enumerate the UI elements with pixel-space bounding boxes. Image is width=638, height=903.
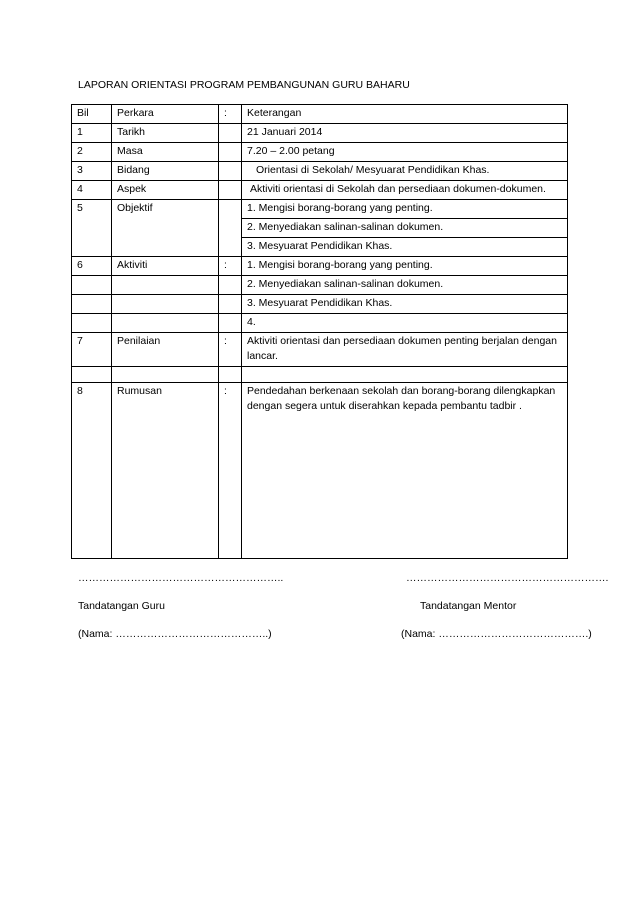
guru-signature-label: Tandatangan Guru xyxy=(78,600,165,612)
cell-bil: 6 xyxy=(72,257,112,276)
cell-perkara: Bidang xyxy=(112,162,219,181)
header-colon: : xyxy=(219,105,242,124)
table-row xyxy=(72,181,568,200)
table-row-blank xyxy=(72,367,568,383)
cell-empty xyxy=(72,314,112,333)
cell-empty xyxy=(112,314,219,333)
cell-keterangan: Orientasi di Sekolah/ Mesyuarat Pendidikan Khas. xyxy=(242,162,568,181)
cell-bil: 8 xyxy=(72,383,112,559)
document-title: LAPORAN ORIENTASI PROGRAM PEMBANGUNAN GURU BAHARU xyxy=(78,79,410,91)
cell-colon xyxy=(219,143,242,162)
cell-colon xyxy=(219,124,242,143)
cell-bil: 4 xyxy=(72,181,112,200)
cell-perkara: Aktiviti xyxy=(112,257,219,276)
table-row xyxy=(72,314,568,333)
cell-colon: : xyxy=(219,333,242,367)
cell-bil: 5 xyxy=(72,200,112,219)
cell-keterangan: Aktiviti orientasi dan persediaan dokumen penting berjalan dengan lancar. xyxy=(242,333,568,367)
cell-empty xyxy=(219,295,242,314)
report-table xyxy=(71,104,568,559)
cell-keterangan: 21 Januari 2014 xyxy=(242,124,568,143)
table-row xyxy=(72,333,568,367)
table-row xyxy=(72,143,568,162)
table-header-row xyxy=(72,105,568,124)
header-bil: Bil xyxy=(72,105,112,124)
cell-item: 2. Menyediakan salinan-salinan dokumen. xyxy=(242,219,568,238)
cell-item: 3. Mesyuarat Pendidikan Khas. xyxy=(242,238,568,257)
mentor-name-field: (Nama: …………………………………….) xyxy=(401,628,592,640)
table-row xyxy=(72,219,568,238)
cell-empty xyxy=(219,314,242,333)
cell-empty xyxy=(72,367,112,383)
cell-empty xyxy=(219,219,242,238)
cell-item: 1. Mengisi borang-borang yang penting. xyxy=(242,257,568,276)
cell-empty xyxy=(72,238,112,257)
cell-empty xyxy=(112,276,219,295)
cell-empty xyxy=(72,295,112,314)
table-row xyxy=(72,257,568,276)
cell-perkara: Objektif xyxy=(112,200,219,219)
cell-empty xyxy=(72,276,112,295)
cell-keterangan: Aktiviti orientasi di Sekolah dan persediaan dokumen-dokumen. xyxy=(242,181,568,200)
cell-empty xyxy=(242,367,568,383)
cell-perkara: Tarikh xyxy=(112,124,219,143)
cell-perkara: Rumusan xyxy=(112,383,219,559)
cell-empty xyxy=(112,295,219,314)
header-perkara: Perkara xyxy=(112,105,219,124)
table-row xyxy=(72,276,568,295)
cell-empty xyxy=(112,238,219,257)
cell-item: 1. Mengisi borang-borang yang penting. xyxy=(242,200,568,219)
cell-keterangan: 7.20 – 2.00 petang xyxy=(242,143,568,162)
cell-empty xyxy=(219,238,242,257)
cell-empty xyxy=(112,367,219,383)
cell-colon xyxy=(219,162,242,181)
cell-item: 4. xyxy=(242,314,568,333)
mentor-signature-line: …………………………………………………. xyxy=(406,572,609,584)
table-row xyxy=(72,383,568,559)
header-keterangan: Keterangan xyxy=(242,105,568,124)
table-row xyxy=(72,238,568,257)
cell-bil: 1 xyxy=(72,124,112,143)
cell-bil: 2 xyxy=(72,143,112,162)
cell-colon xyxy=(219,181,242,200)
cell-colon: : xyxy=(219,257,242,276)
mentor-signature-label: Tandatangan Mentor xyxy=(420,600,517,612)
cell-keterangan: Pendedahan berkenaan sekolah dan borang-borang dilengkapkan dengan segera untuk diserahkan kepada pembantu tadbir . xyxy=(242,383,568,559)
cell-colon xyxy=(219,200,242,219)
cell-colon: : xyxy=(219,383,242,559)
cell-perkara: Penilaian xyxy=(112,333,219,367)
table-row xyxy=(72,162,568,181)
cell-empty xyxy=(219,367,242,383)
cell-empty xyxy=(112,219,219,238)
cell-item: 3. Mesyuarat Pendidikan Khas. xyxy=(242,295,568,314)
guru-name-field: (Nama: ……………………………………..) xyxy=(78,628,272,640)
cell-item: 2. Menyediakan salinan-salinan dokumen. xyxy=(242,276,568,295)
cell-empty xyxy=(219,276,242,295)
cell-empty xyxy=(72,219,112,238)
table-row xyxy=(72,295,568,314)
cell-bil: 7 xyxy=(72,333,112,367)
guru-signature-line: ………………………………………………….. xyxy=(78,572,284,584)
table-row xyxy=(72,124,568,143)
cell-perkara: Masa xyxy=(112,143,219,162)
table-row xyxy=(72,200,568,219)
cell-perkara: Aspek xyxy=(112,181,219,200)
cell-bil: 3 xyxy=(72,162,112,181)
